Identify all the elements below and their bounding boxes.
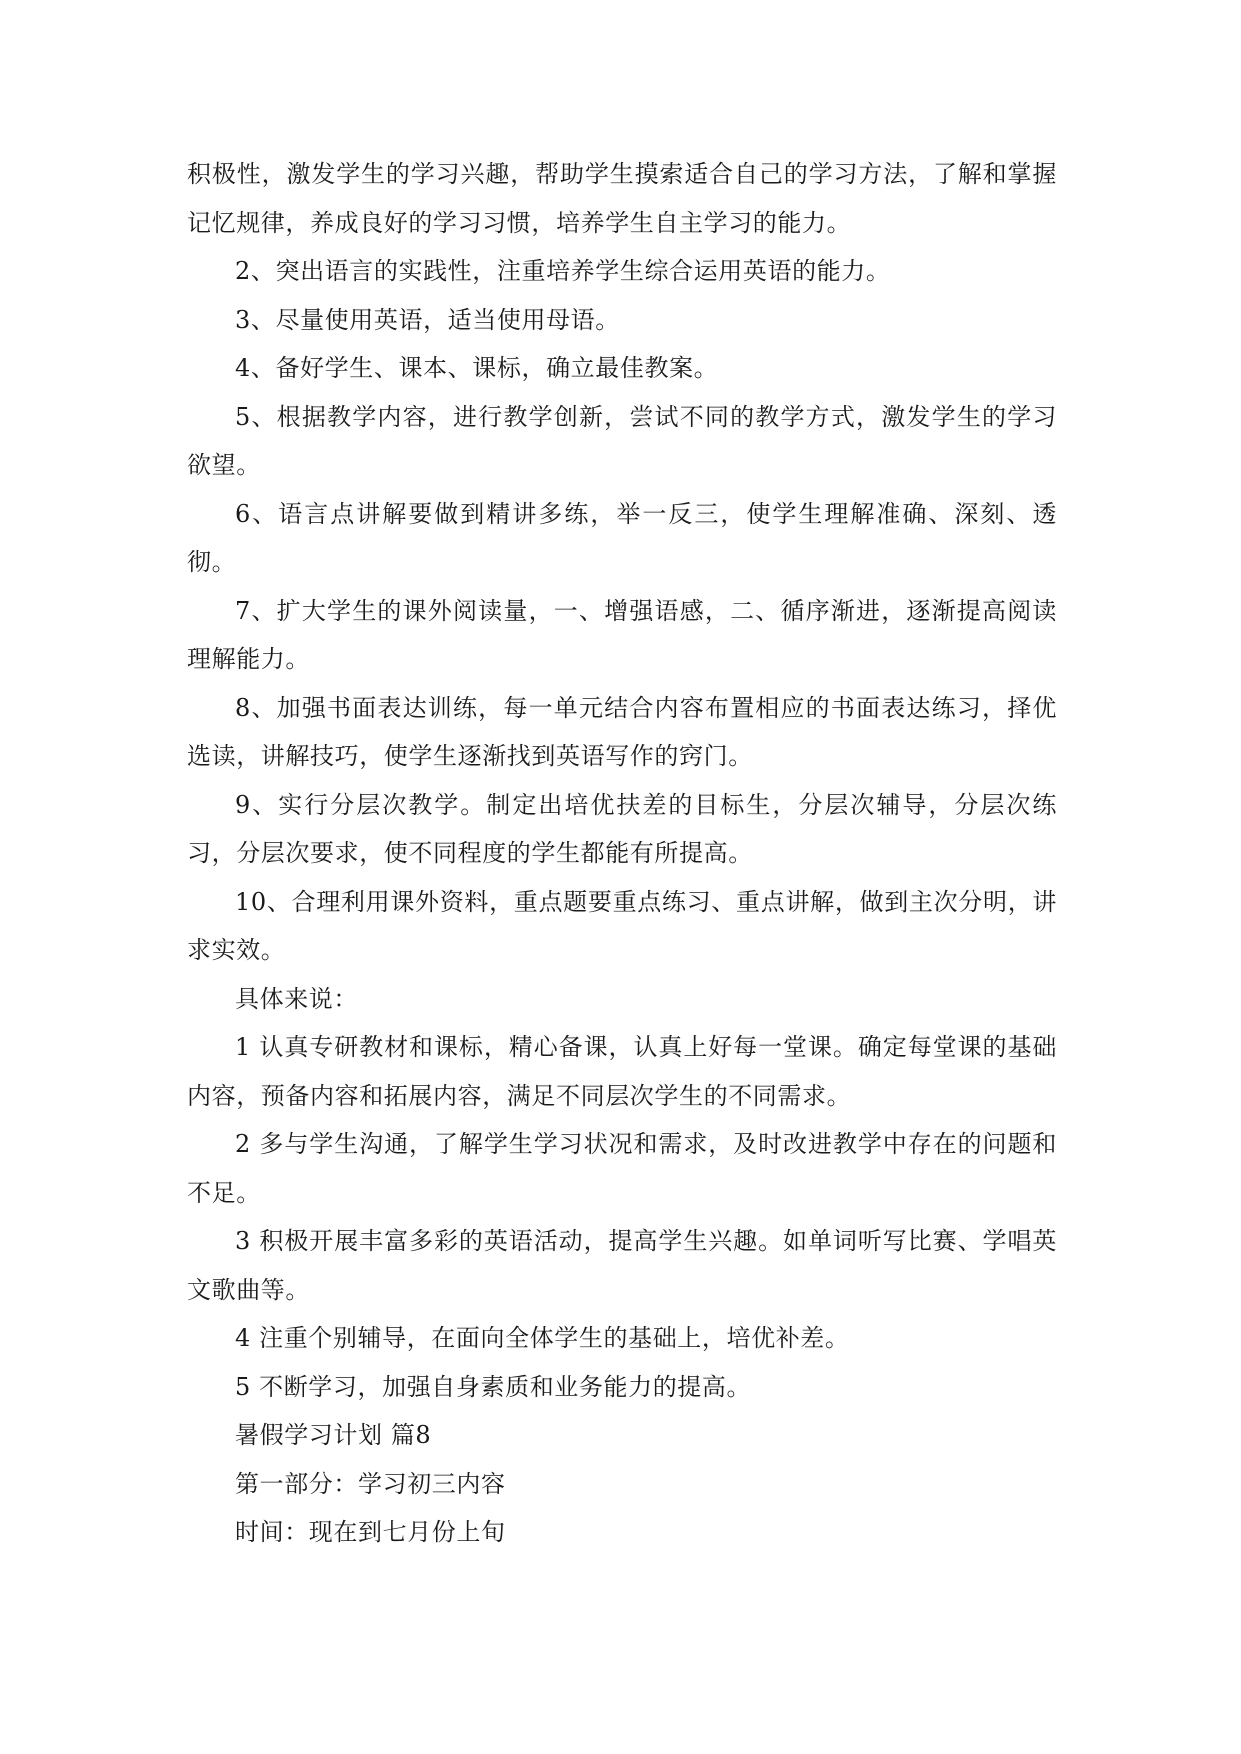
paragraph-item-7: 7、扩大学生的课外阅读量，一、增强语感，二、循序渐进，逐渐提高阅读理解能力。 <box>187 596 1057 673</box>
paragraph-item-10: 10、合理利用课外资料，重点题要重点练习、重点讲解，做到主次分明，讲求实效。 <box>187 887 1057 964</box>
paragraph-item-9: 9、实行分层次教学。制定出培优扶差的目标生，分层次辅导，分层次练习，分层次要求，使不同程度的学生都能有所提高。 <box>187 790 1057 867</box>
paragraph-specific-1: 1 认真专研教材和课标，精心备课，认真上好每一堂课。确定每堂课的基础内容，预备内容和拓展内容，满足不同层次学生的不同需求。 <box>187 1033 1057 1110</box>
paragraph-continuation: 积极性，激发学生的学习兴趣，帮助学生摸索适合自己的学习方法，了解和掌握记忆规律，养成良好的学习习惯，培养学生自主学习的能力。 <box>187 160 1057 237</box>
document-page <box>187 150 1057 1557</box>
time-line: 时间：现在到七月份上旬 <box>235 1518 506 1546</box>
paragraph-specific-4: 4 注重个别辅导，在面向全体学生的基础上，培优补差。 <box>235 1324 850 1352</box>
paragraph-item-3: 3、尽量使用英语，适当使用母语。 <box>235 305 620 334</box>
paragraph-specific-3: 3 积极开展丰富多彩的英语活动，提高学生兴趣。如单词听写比赛、学唱英文歌曲等。 <box>187 1227 1057 1304</box>
paragraph-specifics-heading: 具体来说： <box>235 984 358 1013</box>
section-title: 暑假学习计划 篇8 <box>235 1421 432 1449</box>
paragraph-specific-2: 2 多与学生沟通，了解学生学习状况和需求，及时改进教学中存在的问题和不足。 <box>187 1130 1057 1207</box>
paragraph-item-5: 5、根据教学内容，进行教学创新，尝试不同的教学方式，激发学生的学习欲望。 <box>187 402 1057 479</box>
part-heading: 第一部分：学习初三内容 <box>235 1469 506 1498</box>
paragraph-item-8: 8、加强书面表达训练，每一单元结合内容布置相应的书面表达练习，择优选读，讲解技巧，使学生逐渐找到英语写作的窍门。 <box>187 693 1057 770</box>
paragraph-item-6: 6、语言点讲解要做到精讲多练，举一反三，使学生理解准确、深刻、透彻。 <box>187 499 1057 576</box>
paragraph-specific-5: 5 不断学习，加强自身素质和业务能力的提高。 <box>235 1372 752 1401</box>
paragraph-item-2: 2、突出语言的实践性，注重培养学生综合运用英语的能力。 <box>235 257 891 285</box>
paragraph-item-4: 4、备好学生、课本、课标，确立最佳教案。 <box>235 354 719 382</box>
